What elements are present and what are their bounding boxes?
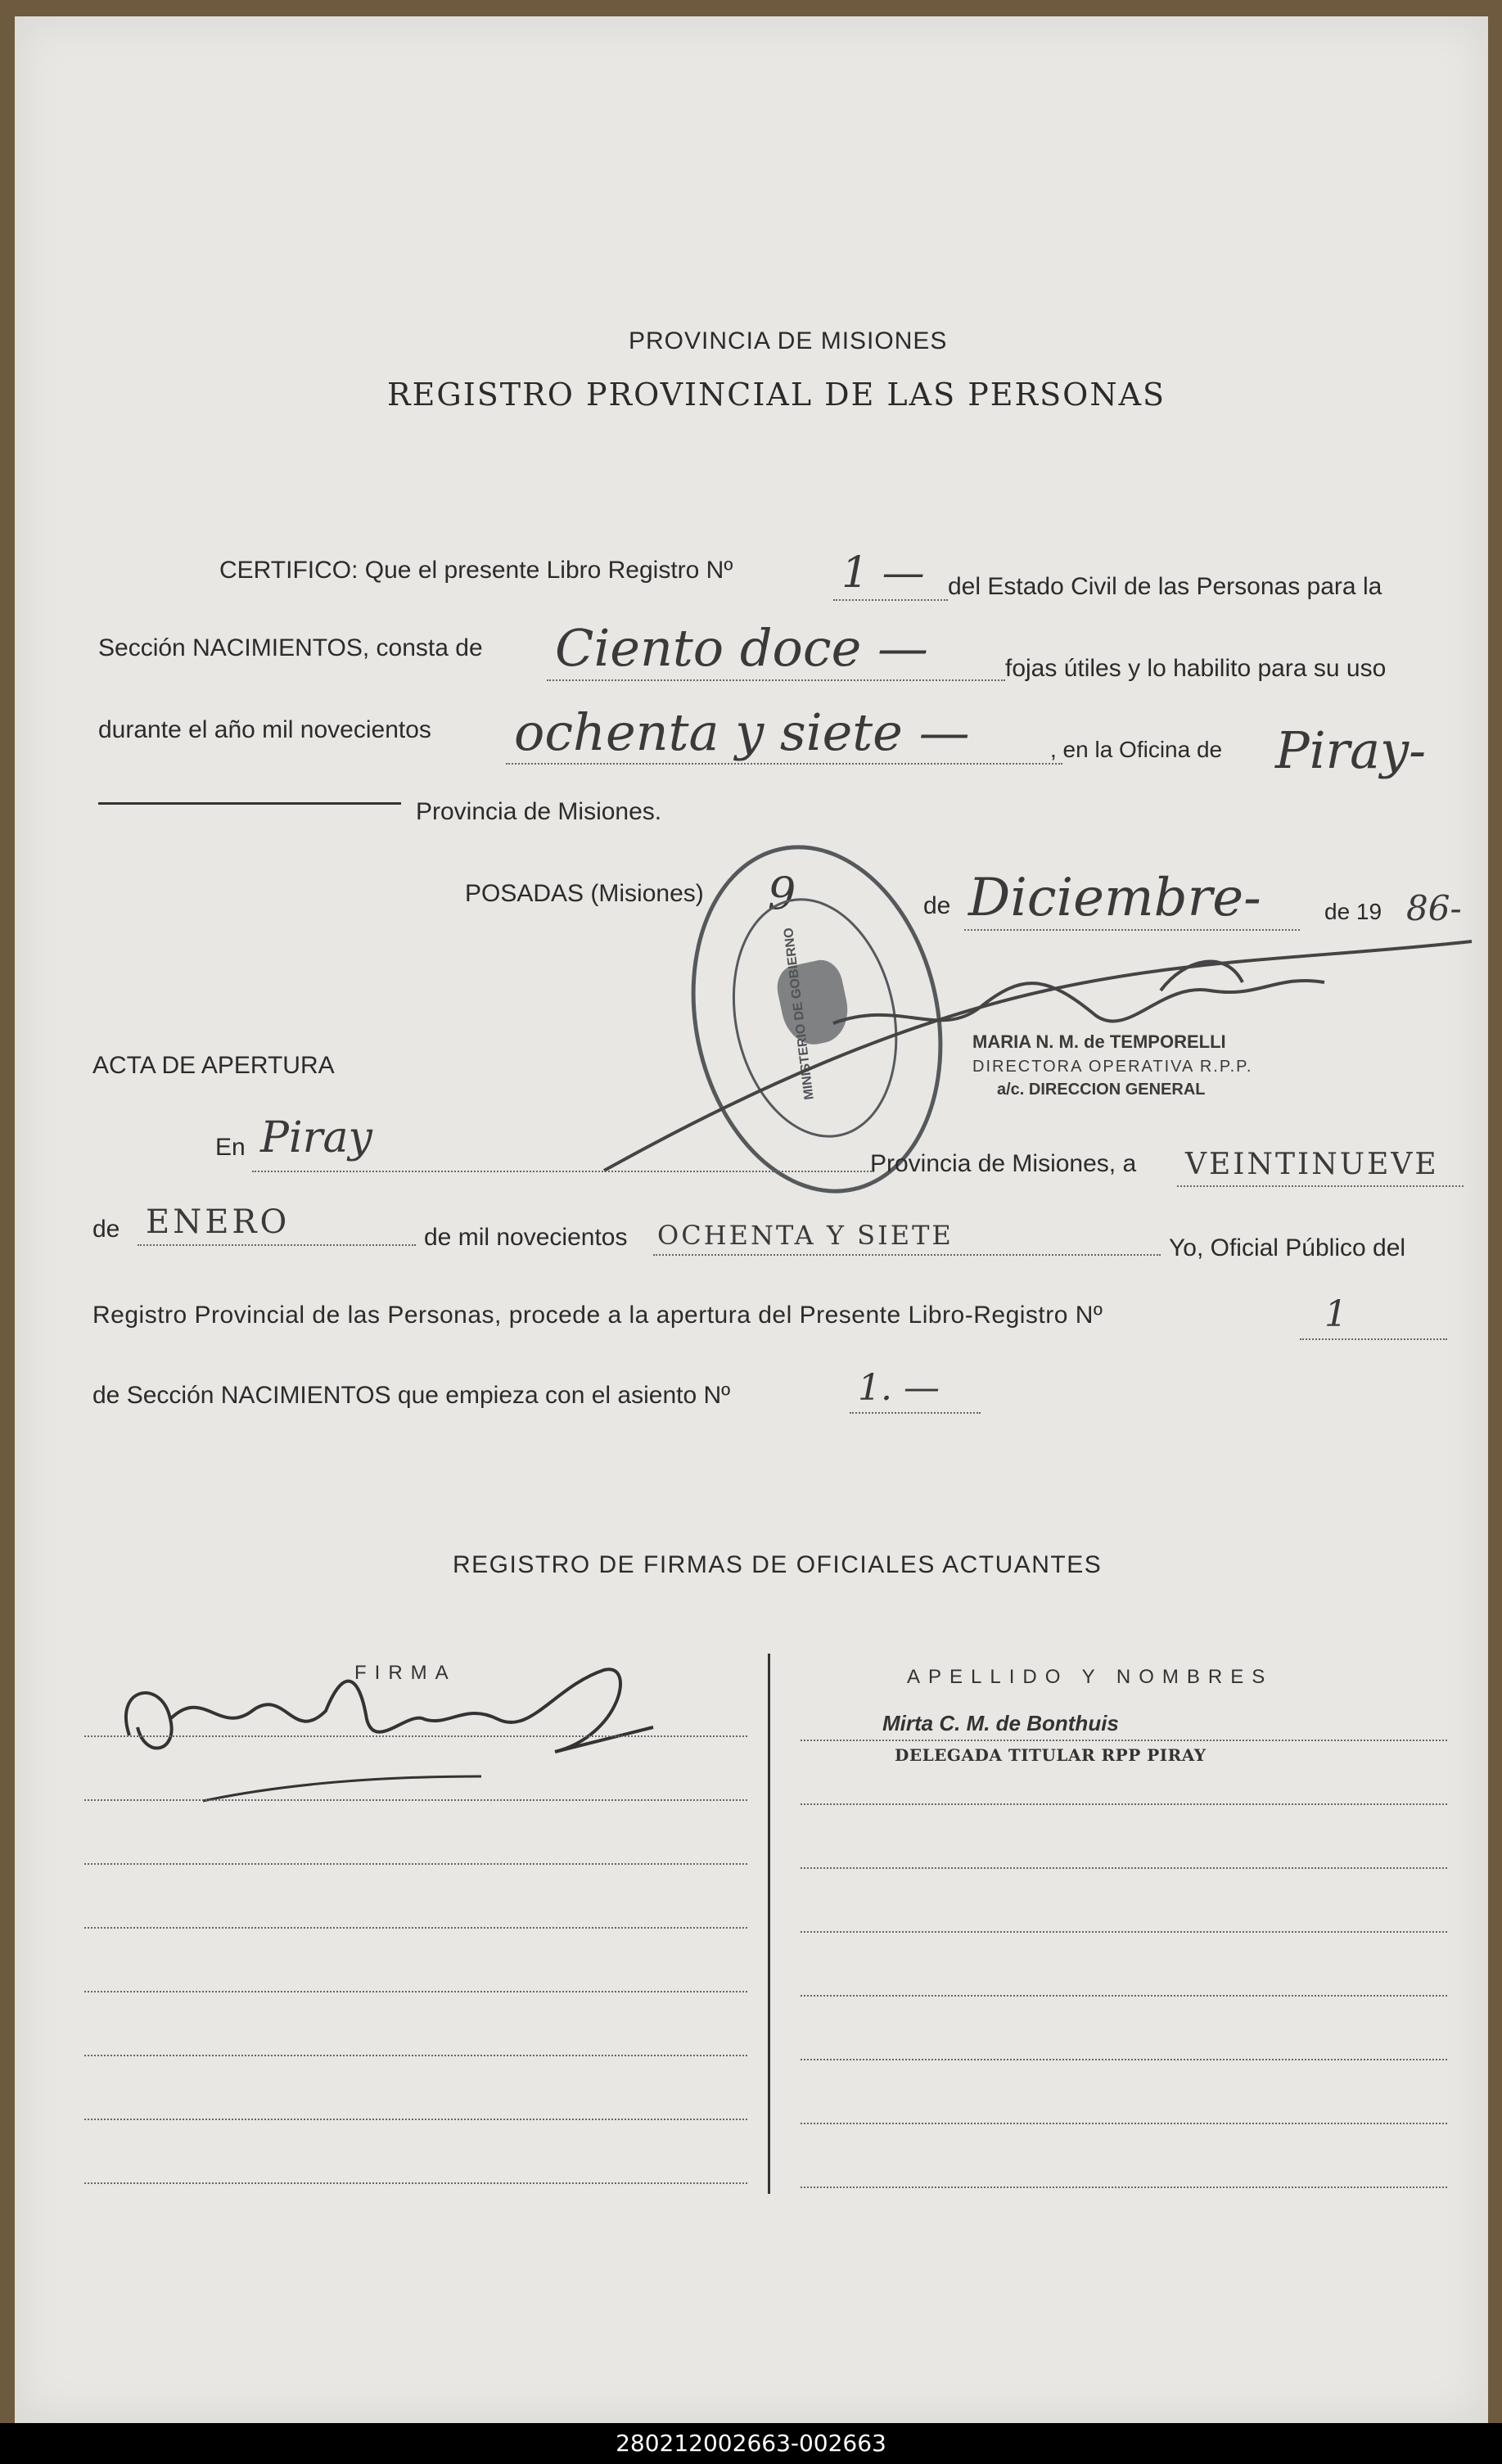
- cert-de: de: [923, 892, 951, 919]
- cert-year-digits: 86-: [1406, 888, 1462, 928]
- acta-yo: Yo, Oficial Público del: [1169, 1234, 1406, 1261]
- cert-blank-line: [98, 802, 401, 805]
- cert-month: Diciembre-: [968, 868, 1261, 928]
- acta-asiento-number: 1. —: [858, 1367, 940, 1409]
- cert-line1-b: del Estado Civil de las Personas para la: [948, 573, 1382, 600]
- acta-de: de: [92, 1216, 120, 1243]
- acta-libro-line: [1300, 1338, 1447, 1340]
- acta-en: En: [215, 1134, 246, 1161]
- cert-year-line: [506, 763, 1062, 765]
- nombre-row-line: [801, 1740, 1447, 1741]
- cert-fojas: Ciento doce —: [555, 618, 928, 678]
- acta-asiento-line: [850, 1412, 981, 1414]
- firmas-title: REGISTRO DE FIRMAS DE OFICIALES ACTUANTES: [453, 1551, 1103, 1578]
- firma-column-header: FIRMA: [354, 1662, 457, 1684]
- footer-id: 280212002663-002663: [616, 2430, 886, 2457]
- acta-year-line: [653, 1254, 1161, 1256]
- official-title: DELEGADA TITULAR RPP PIRAY: [895, 1745, 1207, 1765]
- cert-line3-a: durante el año mil novecientos: [98, 716, 431, 743]
- cert-fojas-line: [547, 679, 1005, 681]
- director-title: DIRECTORA OPERATIVA R.P.P.: [972, 1058, 1253, 1076]
- officer-signature: [97, 1637, 670, 1817]
- cert-day: 9: [768, 868, 796, 919]
- columns-divider: [768, 1654, 770, 2194]
- acta-title: ACTA DE APERTURA: [92, 1052, 335, 1079]
- acta-seccion: de Sección NACIMIENTOS que empieza con el asiento Nº: [92, 1382, 731, 1409]
- registry-heading: REGISTRO PROVINCIAL DE LAS PERSONAS: [387, 377, 1166, 413]
- acta-year-words: OCHENTA Y SIETE: [657, 1220, 954, 1251]
- acta-mil: de mil novecientos: [424, 1224, 628, 1251]
- director-name: MARIA N. M. de TEMPORELLI: [972, 1031, 1226, 1052]
- acta-month: ENERO: [146, 1203, 291, 1241]
- nombre-row-line: [801, 1803, 1447, 1805]
- firma-row-line: [84, 1991, 747, 1992]
- cert-posadas: POSADAS (Misiones): [465, 880, 704, 907]
- cert-line2-b: fojas útiles y lo habilito para su uso: [1005, 655, 1387, 682]
- stamp-inner-text: MINISTERIO DE GOBIERNO: [782, 927, 817, 1101]
- firma-row-line: [84, 2055, 747, 2056]
- acta-libro-number: 1: [1324, 1293, 1347, 1335]
- cert-line3-b: , en la Oficina de: [1050, 737, 1223, 762]
- firma-row-line: [84, 1863, 747, 1865]
- cert-year-words: ochenta y siete —: [514, 702, 970, 762]
- cert-libro-line: [833, 599, 948, 601]
- cert-office: Piray-: [1275, 720, 1427, 780]
- acta-day-line: [1177, 1185, 1464, 1187]
- acta-place: Piray: [260, 1113, 372, 1162]
- nombre-row-line: [801, 2059, 1447, 2060]
- firma-row-line: [84, 2182, 747, 2184]
- acta-registro: Registro Provincial de las Personas, procede a la apertura del Presente Libro-Registro Nº: [92, 1302, 1103, 1329]
- nombres-column-header: APELLIDO Y NOMBRES: [907, 1666, 1274, 1688]
- firma-row-line: [84, 1927, 747, 1929]
- official-name: Mirta C. M. de Bonthuis: [882, 1711, 1119, 1735]
- nombre-row-line: [801, 2123, 1447, 2124]
- firma-row-line: [84, 1735, 747, 1737]
- cert-line2-a: Sección NACIMIENTOS, consta de: [98, 634, 483, 661]
- cert-de-year: de 19: [1324, 899, 1382, 924]
- firma-row-line: [84, 1799, 747, 1801]
- acta-month-line: [138, 1244, 416, 1246]
- firma-row-line: [84, 2119, 747, 2120]
- cert-line1-a: CERTIFICO: Que el presente Libro Registro Nº: [219, 557, 733, 584]
- document-page: [15, 16, 1488, 2423]
- nombre-row-line: [801, 1931, 1447, 1933]
- acta-provincia: Provincia de Misiones, a: [870, 1150, 1137, 1177]
- footer-id-bar: [0, 2423, 1502, 2464]
- acta-place-line: [252, 1171, 874, 1172]
- director-office: a/c. DIRECCION GENERAL: [997, 1081, 1206, 1099]
- cert-libro-number: 1 —: [841, 548, 925, 598]
- nombre-row-line: [801, 2186, 1447, 2188]
- acta-day-words: VEINTINUEVE: [1185, 1148, 1439, 1181]
- cert-line4: Provincia de Misiones.: [416, 798, 662, 825]
- province-heading: PROVINCIA DE MISIONES: [629, 327, 948, 354]
- nombre-row-line: [801, 1995, 1447, 1997]
- nombre-row-line: [801, 1867, 1447, 1869]
